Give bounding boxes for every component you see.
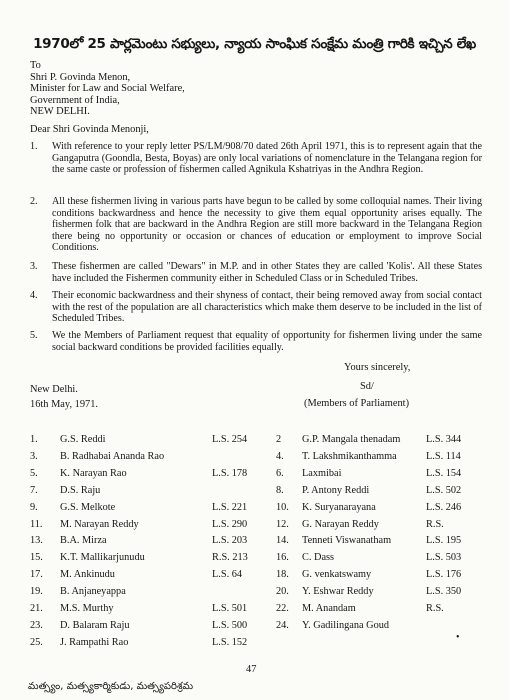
member-seat: R.S. [426, 603, 444, 614]
member-number: 2 [276, 434, 282, 445]
member-seat: L.S. 221 [212, 501, 248, 513]
member-number: 3. [30, 450, 38, 462]
address-line: NEW DELHI. [30, 106, 90, 118]
closing-yours: Yours sincerely, [344, 362, 411, 373]
member-name: M. Narayan Reddy [60, 518, 139, 530]
member-seat: L.S. 114 [426, 450, 461, 462]
paragraph-number: 3. [30, 261, 38, 272]
paragraph-number: 2. [30, 196, 38, 207]
member-number: 20. [276, 586, 289, 598]
member-name: M.S. Murthy [60, 603, 114, 614]
paragraph [30, 330, 482, 353]
member-number: 9. [30, 501, 38, 513]
recipient-address [30, 60, 185, 118]
paragraph-text: All these fishermen living in various parts have begun to be called by some colloquial names. Their living conditions backwardness and hence the necessity to give them equal opportunity arises equally. The fishermen folk that are backward in the Andhra Region are still more backward in the Telangana Region there being no opportunity or occasion or chances of education or employment to improve Social Conditions. [52, 196, 482, 254]
member-number: 7. [30, 484, 38, 496]
member-number: 24. [276, 619, 289, 631]
member-name: G.P. Mangala thenadam [302, 434, 401, 445]
member-name: C. Dass [302, 552, 335, 564]
member-number: 11. [30, 518, 43, 530]
member-name: B. Radhabai Ananda Rao [60, 450, 165, 462]
decorative-dot: • [456, 632, 460, 643]
member-name: B. Anjaneyappa [60, 586, 126, 598]
paragraph-number: 5. [30, 330, 38, 341]
member-number: 6. [276, 467, 284, 479]
letter-date: 16th May, 1971. [30, 399, 99, 410]
member-name: D. Balaram Raju [60, 619, 130, 631]
member-seat: L.S. 500 [212, 619, 248, 631]
member-name: Y. Eshwar Reddy [302, 586, 374, 598]
address-line: Minister for Law and Social Welfare, [30, 83, 185, 95]
member-seat: L.S. 178 [212, 467, 248, 479]
member-seat: L.S. 203 [212, 535, 248, 547]
member-name: G.S. Reddi [60, 434, 106, 445]
member-seat: L.S. 254 [212, 434, 248, 445]
member-seat: R.S. 213 [212, 552, 248, 564]
paragraph-number: 4. [30, 290, 38, 301]
member-seat: L.S. 64 [212, 569, 243, 581]
member-name: Laxmibai [302, 467, 342, 479]
member-number: 23. [30, 619, 43, 631]
member-name: K. Narayan Rao [60, 467, 127, 479]
member-seat: L.S. 350 [426, 586, 462, 598]
paragraph-text: Their economic backwardness and their shyness of contact, their being removed away from social contact with the rest of the population are all characteristics which make them deserve to be included in the list of Scheduled Tribes. [52, 290, 482, 325]
member-name: M. Ankinudu [60, 569, 115, 581]
member-name: B.A. Mirza [60, 535, 107, 547]
closing-members: (Members of Parliament) [304, 398, 410, 409]
letter-place: New Delhi. [30, 384, 78, 395]
member-name: T. Lakshmikanthamma [302, 450, 397, 462]
member-seat: L.S. 154 [426, 467, 462, 479]
member-number: 21. [30, 603, 43, 614]
salutation: Dear Shri Govinda Menonji, [30, 124, 149, 135]
member-seat: L.S. 501 [212, 603, 248, 614]
paragraph-text: These fishermen are called "Dewars" in M.P. and in other States they are called 'Kolis'. All these States have included the Fishermen community either in Scheduled Class or in Scheduled Tribes. [52, 261, 482, 284]
member-seat: R.S. [426, 518, 444, 530]
paragraph-text: We the Members of Parliament request that equality of opportunity for fishermen living under the same social backward conditions be provided facilities equally. [52, 330, 482, 353]
paragraph [30, 196, 482, 254]
member-name: M. Anandam [302, 603, 356, 614]
member-seat: L.S. 502 [426, 484, 462, 496]
paragraph [30, 141, 482, 176]
member-name: G.S. Melkote [60, 501, 116, 513]
member-name: K. Suryanarayana [302, 501, 376, 513]
member-number: 19. [30, 586, 43, 598]
member-seat: L.S. 246 [426, 501, 462, 513]
member-number: 12. [276, 518, 289, 530]
member-number: 1. [30, 434, 38, 445]
paragraph [30, 290, 482, 325]
member-name: G. Narayan Reddy [302, 518, 379, 530]
member-name: J. Rampathi Rao [60, 636, 129, 648]
closing-signature: Sd/ [360, 381, 374, 392]
member-name: P. Antony Reddi [302, 484, 370, 496]
member-number: 15. [30, 552, 43, 564]
member-number: 10. [276, 501, 289, 513]
member-name: K.T. Mallikarjunudu [60, 552, 145, 564]
page-title: 1970లో 25 పార్లమెంటు సభ్యులు, న్యాయ సాంఘిక సంక్షేమ మంత్రి గారికి ఇచ్చిన లేఖ [33, 36, 476, 52]
footer-text: మత్స్యం, మత్స్యకార్మికుడు, మత్స్యపరిశ్రమ [28, 681, 194, 692]
member-seat: L.S. 503 [426, 552, 462, 564]
member-name: Tenneti Viswanatham [302, 535, 392, 547]
member-number: 17. [30, 569, 43, 581]
page-number: 47 [246, 664, 257, 675]
member-number: 4. [276, 450, 284, 462]
paragraph [30, 261, 482, 284]
address-to: To [30, 60, 41, 71]
member-number: 16. [276, 552, 289, 564]
member-seat: L.S. 176 [426, 569, 462, 581]
member-number: 13. [30, 535, 43, 547]
paragraph-number: 1. [30, 141, 38, 152]
member-number: 18. [276, 569, 289, 581]
member-number: 25. [30, 636, 43, 648]
address-line: Government of India, [30, 94, 120, 106]
address-line: Shri P. Govinda Menon, [30, 71, 131, 83]
member-number: 14. [276, 535, 289, 547]
member-number: 8. [276, 484, 284, 496]
member-name: D.S. Raju [60, 484, 101, 496]
member-name: G. venkatswamy [302, 569, 372, 581]
member-seat: L.S. 344 [426, 434, 462, 445]
member-number: 5. [30, 467, 38, 479]
paragraph-text: With reference to your reply letter PS/LM/908/70 dated 26th April 1971, this is to represent again that the Gangaputra (Goondla, Besta, Boyas) are only local variations of nomenclature in the Telangana region for the same caste or profession of fishermen called Agnikula Kshatriyas in the Andhra Region. [52, 141, 482, 176]
member-seat: L.S. 152 [212, 636, 248, 648]
member-seat: L.S. 195 [426, 535, 462, 547]
member-seat: L.S. 290 [212, 518, 248, 530]
member-name: Y. Gadilingana Goud [302, 619, 390, 631]
member-number: 22. [276, 603, 289, 614]
